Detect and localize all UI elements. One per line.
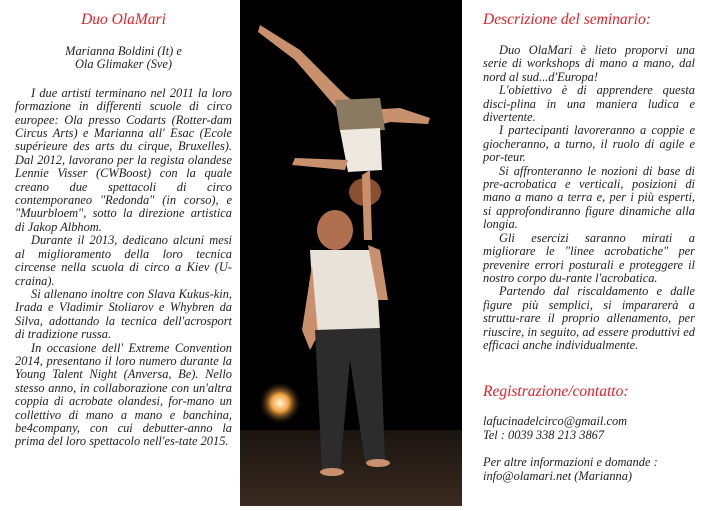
- seminar-paragraph: Gli esercizi saranno mirati a migliorare le "linee acrobatiche" per prevenire errori posturali e proteggere il nostro corpo du-rante l'acrobatica.: [483, 230, 695, 285]
- seminar-title: Descrizione del seminario:: [483, 11, 651, 28]
- duo-title: Duo OlaMari: [81, 11, 166, 28]
- bio-paragraph: Durante il 2013, dedicano alcuni mesi al miglioramento della loro tecnica circense nella scuola di circo a Kiev (U-craina).: [15, 233, 232, 288]
- artist-name: Ola Glimaker (Sve): [74, 57, 173, 72]
- contact-block: [483, 415, 695, 483]
- right-column: [483, 0, 695, 483]
- contact-title: Registrazione/contatto:: [483, 383, 629, 401]
- info-email-link[interactable]: info@olamari.net (Marianna): [483, 468, 633, 483]
- info-label: Per altre informazioni e domande :: [483, 455, 658, 470]
- contact-email-link[interactable]: lafucinadelcirco@gmail.com: [483, 414, 628, 429]
- left-column: [15, 0, 232, 449]
- seminar-paragraph: Si affronteranno le nozioni di base di pre-acrobatica e verticali, posizioni di mano a mano a terra e, per i più esperti, si approfondiranno figure dinamiche alla longia.: [483, 163, 695, 232]
- seminar-paragraph: Partendo dal riscaldamento e dalle figure più semplici, si impararerà a struttu-rare il proprio allenamento, per riuscire, in seguito, ad essere produttivi ed efficaci anche individualmente.: [483, 284, 695, 352]
- acrobat-photo: [240, 0, 462, 506]
- artist-name: Marianna Boldini (It) e: [65, 44, 182, 58]
- seminar-paragraph: Duo OlaMari è lieto proporvi una serie di workshops di mano a mano, dal nord al sud...d'Europa!: [483, 43, 695, 84]
- bio-paragraph: Si allenano inoltre con Slava Kukus-kin, Irada e Vladimir Stoliarov e Whybren da Silva, adottando la tecnica dell'acrosport di tradizione russa.: [15, 286, 232, 342]
- bio-paragraph: In occasione dell' Extreme Convention 2014, presentano il loro numero durante la Young Talent Night (Anversa, Be). Nello stesso anno, in collaborazione con un'altra coppia di acrobate olandesi, for-mano un collettivo di mano a mano e banchina, be4company, con cui debutter-anno la prima del loro spettacolo nell'es-tate 2015.: [15, 340, 232, 449]
- artist-names: [15, 45, 232, 72]
- seminar-paragraph: L'obiettivo è di apprendere questa disci-plina in una maniera ludica e divertente.: [483, 83, 695, 125]
- bio-paragraph: I due artisti terminano nel 2011 la loro formazione in differenti scuole di circo europee: Ola presso Codarts (Rotter-dam Circus Arts) e Marianna all' Esac (Ecole supérieure des arts du cirque, Bruxelles). Dal 2012, lavorano per la regista olandese Lennie Visser (CWBoost) con la quale creano due spettacoli di circo contemporaneo "Redonda" (in corso), e "Muurbloem", sotto la direzione artistica di Jakop Albhom.: [15, 85, 232, 234]
- contact-phone: Tel : 0039 338 213 3867: [483, 427, 605, 442]
- seminar-paragraph: I partecipanti lavoreranno a coppie e giocheranno, a turno, il ruolo di agile e por-teur.: [483, 123, 695, 165]
- acrobats-image: [240, 0, 462, 506]
